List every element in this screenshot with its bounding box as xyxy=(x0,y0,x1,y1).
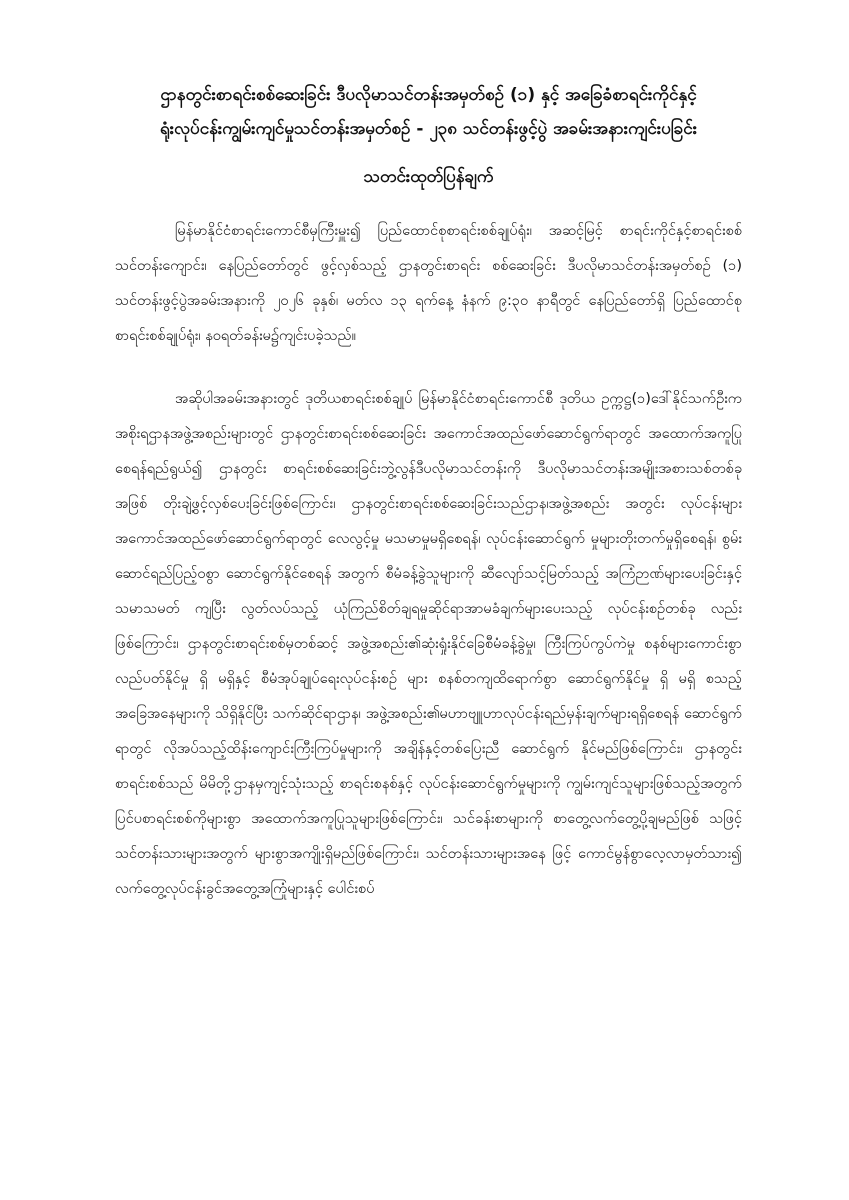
title-line-1: ဌာနတွင်းစာရင်းစစ်ဆေးခြင်း ဒီပလိုမာသင်တန်းအမှတ်စဉ် (၁) နှင့် အခြေခံစာရင်းကိုင်နှင့် xyxy=(160,85,697,105)
document-body xyxy=(115,214,742,907)
paragraph-1: မြန်မာနိုင်ငံစာရင်းကောင်စီမှကြီးမှူး၍ ပြည်ထောင်စုစာရင်းစစ်ချုပ်ရုံး၊ အဆင့်မြင့် စာရင်းကိုင်နှင့်စာရင်းစစ်သင်တန်းကျောင်း၊ နေပြည်တော်တွင် ဖွင့်လှစ်သည့် ဌာနတွင်းစာရင်း စစ်ဆေးခြင်း ဒီပလိုမာသင်တန်းအမှတ်စဉ် (၁) သင်တန်းဖွင့်ပွဲအခမ်းအနားကို ၂၀၂၆ ခုနှစ်၊ မတ်လ ၁၃ ရက်နေ့ နံနက် ၉:၃၀ နာရီတွင် နေပြည်တော်ရှိ ပြည်ထောင်စုစာရင်းစစ်ချုပ်ရုံး၊ နဝရတ်ခန်းမ၌ကျင်းပခဲ့သည်။ xyxy=(115,223,742,344)
document-title xyxy=(115,78,742,146)
paragraph-2: အဆိုပါအခမ်းအနားတွင် ဒုတိယစာရင်းစစ်ချုပ် မြန်မာနိုင်ငံစာရင်းကောင်စီ ဒုတိယ ဥက္ကဋ္ဌ(၁)ဒေါ်နိုင်သက်ဦးက အစိုးရဌာနအဖွဲ့အစည်းများတွင် ဌာနတွင်းစာရင်းစစ်ဆေးခြင်း အကောင်အထည်ဖော်ဆောင်ရွက်ရာတွင် အထောက်အကူပြုစေရန်ရည်ရွယ်၍ ဌာနတွင်း စာရင်းစစ်ဆေးခြင်းဘွဲ့လွန်ဒီပလိုမာသင်တန်းကို ဒီပလိုမာသင်တန်းအမျိုးအစားသစ်တစ်ခု အဖြစ် တိုးချဲ့ဖွင့်လှစ်ပေးခြင်းဖြစ်ကြောင်း၊ ဌာနတွင်းစာရင်းစစ်ဆေးခြင်းသည်ဌာန၊အဖွဲ့အစည်း အတွင်း လုပ်ငန်းများ အကောင်အထည်ဖော်ဆောင်ရွက်ရာတွင် လေလွင့်မှု မသမာမှုမရှိစေရန်၊ လုပ်ငန်းဆောင်ရွက် မှုများတိုးတက်မှုရှိစေရန်၊ စွမ်းဆောင်ရည်ပြည့်ဝစွာ ဆောင်ရွက်နိုင်စေရန် အတွက် စီမံခန့်ခွဲသူများကို ဆီလျော်သင့်မြတ်သည့် အကြံဉာဏ်များပေးခြင်းနှင့်သမာသမတ် ကျပြီး လွတ်လပ်သည့် ယုံကြည်စိတ်ချရမှုဆိုင်ရာအာမခံချက်များပေးသည့် လုပ်ငန်းစဉ်တစ်ခု လည်း ဖြစ်ကြောင်း၊ ဌာနတွင်းစာရင်းစစ်မှတစ်ဆင့် အဖွဲ့အစည်း၏ဆုံးရှုံးနိုင်ခြေစီမံခန့်ခွဲမှု၊ ကြီးကြပ်ကွပ်ကဲမှု စနစ်များကောင်းစွာလည်ပတ်နိုင်မှု ရှိ မရှိနှင့် စီမံအုပ်ချုပ်ရေးလုပ်ငန်းစဉ် များ စနစ်တကျထိရောက်စွာ ဆောင်ရွက်နိုင်မှု ရှိ မရှိ စသည့်အခြေအနေများကို သိရှိနိုင်ပြီး သက်ဆိုင်ရာဌာန၊ အဖွဲ့အစည်း၏မဟာဗျူဟာလုပ်ငန်းရည်မှန်းချက်များရရှိစေရန် ဆောင်ရွက် ရာတွင် လိုအပ်သည့်ထိန်းကျောင်းကြီးကြပ်မှုများကို အချိန်နှင့်တစ်ပြေးညီ ဆောင်ရွက် နိုင်မည်ဖြစ်ကြောင်း၊ ဌာနတွင်းစာရင်းစစ်သည် မိမိတို့ဌာနမှကျင့်သုံးသည့် စာရင်းစနစ်နှင့် လုပ်ငန်းဆောင်ရွက်မှုများကို ကျွမ်းကျင်သူများဖြစ်သည့်အတွက် ပြင်ပစာရင်းစစ်ကိုများစွာ အထောက်အကူပြုသူများဖြစ်ကြောင်း၊ သင်ခန်းစာများကို စာတွေ့လက်တွေ့ပို့ချမည်ဖြစ် သဖြင့် သင်တန်းသားများအတွက် များစွာအကျိုးရှိမည်ဖြစ်ကြောင်း၊ သင်တန်းသားများအနေ ဖြင့် ကောင်မွန်စွာလေ့လာမှတ်သား၍ လက်တွေ့လုပ်ငန်းခွင်အတွေ့အကြုံများနှင့် ပေါင်းစပ် xyxy=(115,391,742,897)
document-subtitle: သတင်းထုတ်ပြန်ချက် xyxy=(363,167,494,187)
title-line-2: ရုံးလုပ်ငန်းကျွမ်းကျင်မှုသင်တန်းအမှတ်စဉ် - ၂၃၈ သင်တန်းဖွင့်ပွဲ အခမ်းအနားကျင်းပခြင်း xyxy=(159,119,698,139)
